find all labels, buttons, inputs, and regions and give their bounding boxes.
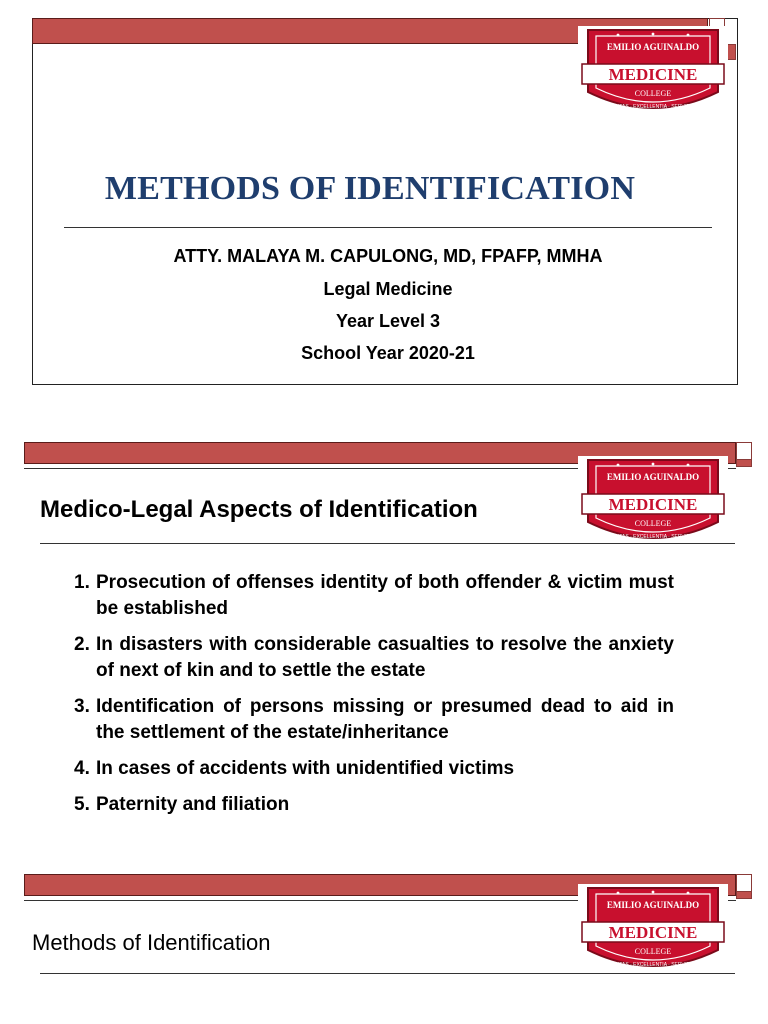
presentation-title: METHODS OF IDENTIFICATION — [104, 170, 636, 207]
year-level: Year Level 3 — [335, 311, 441, 331]
logo-sub: COLLEGE — [634, 519, 672, 528]
slide-methods — [0, 862, 768, 1024]
heading-divider — [40, 973, 735, 974]
title-divider — [64, 227, 712, 228]
presenter-name: ATTY. MALAYA M. CAPULONG, MD, FPAFP, MMHA — [173, 246, 603, 266]
list-item: 3. Identification of persons missing or presumed dead to aid in the settlement of the estate/inheritance — [74, 696, 674, 743]
logo-name: MEDICINE — [608, 923, 698, 942]
logo-name: MEDICINE — [608, 495, 698, 514]
college-logo — [578, 456, 728, 552]
slide-heading: Medico-Legal Aspects of Identification — [40, 496, 478, 523]
corner-square-red — [736, 459, 752, 467]
logo-sub: COLLEGE — [634, 947, 672, 956]
list-item: 5. Paternity and filiation — [74, 794, 290, 815]
list-item: 2. In disasters with considerable casualties to resolve the anxiety of next of kin and to settle the estate — [74, 634, 674, 681]
list-item: 4. In cases of accidents with unidentified victims — [74, 758, 515, 779]
logo-arc-text: EMILIO AGUINALDO — [606, 472, 700, 482]
logo-motto: VERITAS · EXCELLENTIA · SERVITIUM — [607, 534, 699, 540]
school-year: School Year 2020-21 — [301, 343, 475, 363]
heading-divider — [40, 543, 735, 544]
logo-arc-text: EMILIO AGUINALDO — [606, 900, 700, 910]
slide-title — [0, 0, 768, 400]
corner-square-red — [736, 891, 752, 899]
list-item: 1. Prosecution of offenses identity of both offender & victim must be established — [74, 572, 674, 619]
logo-motto: VERITAS · EXCELLENTIA · SERVITIUM — [607, 962, 699, 968]
college-logo — [578, 26, 728, 122]
logo-name: MEDICINE — [608, 65, 698, 84]
logo-arc-text: EMILIO AGUINALDO — [606, 42, 700, 52]
logo-sub: COLLEGE — [634, 89, 672, 98]
course-name: Legal Medicine — [323, 279, 453, 299]
logo-motto: VERITAS · EXCELLENTIA · SERVITIUM — [607, 104, 699, 110]
slide-heading: Methods of Identification — [32, 930, 271, 955]
college-logo — [578, 884, 728, 980]
aspects-list — [74, 570, 674, 828]
